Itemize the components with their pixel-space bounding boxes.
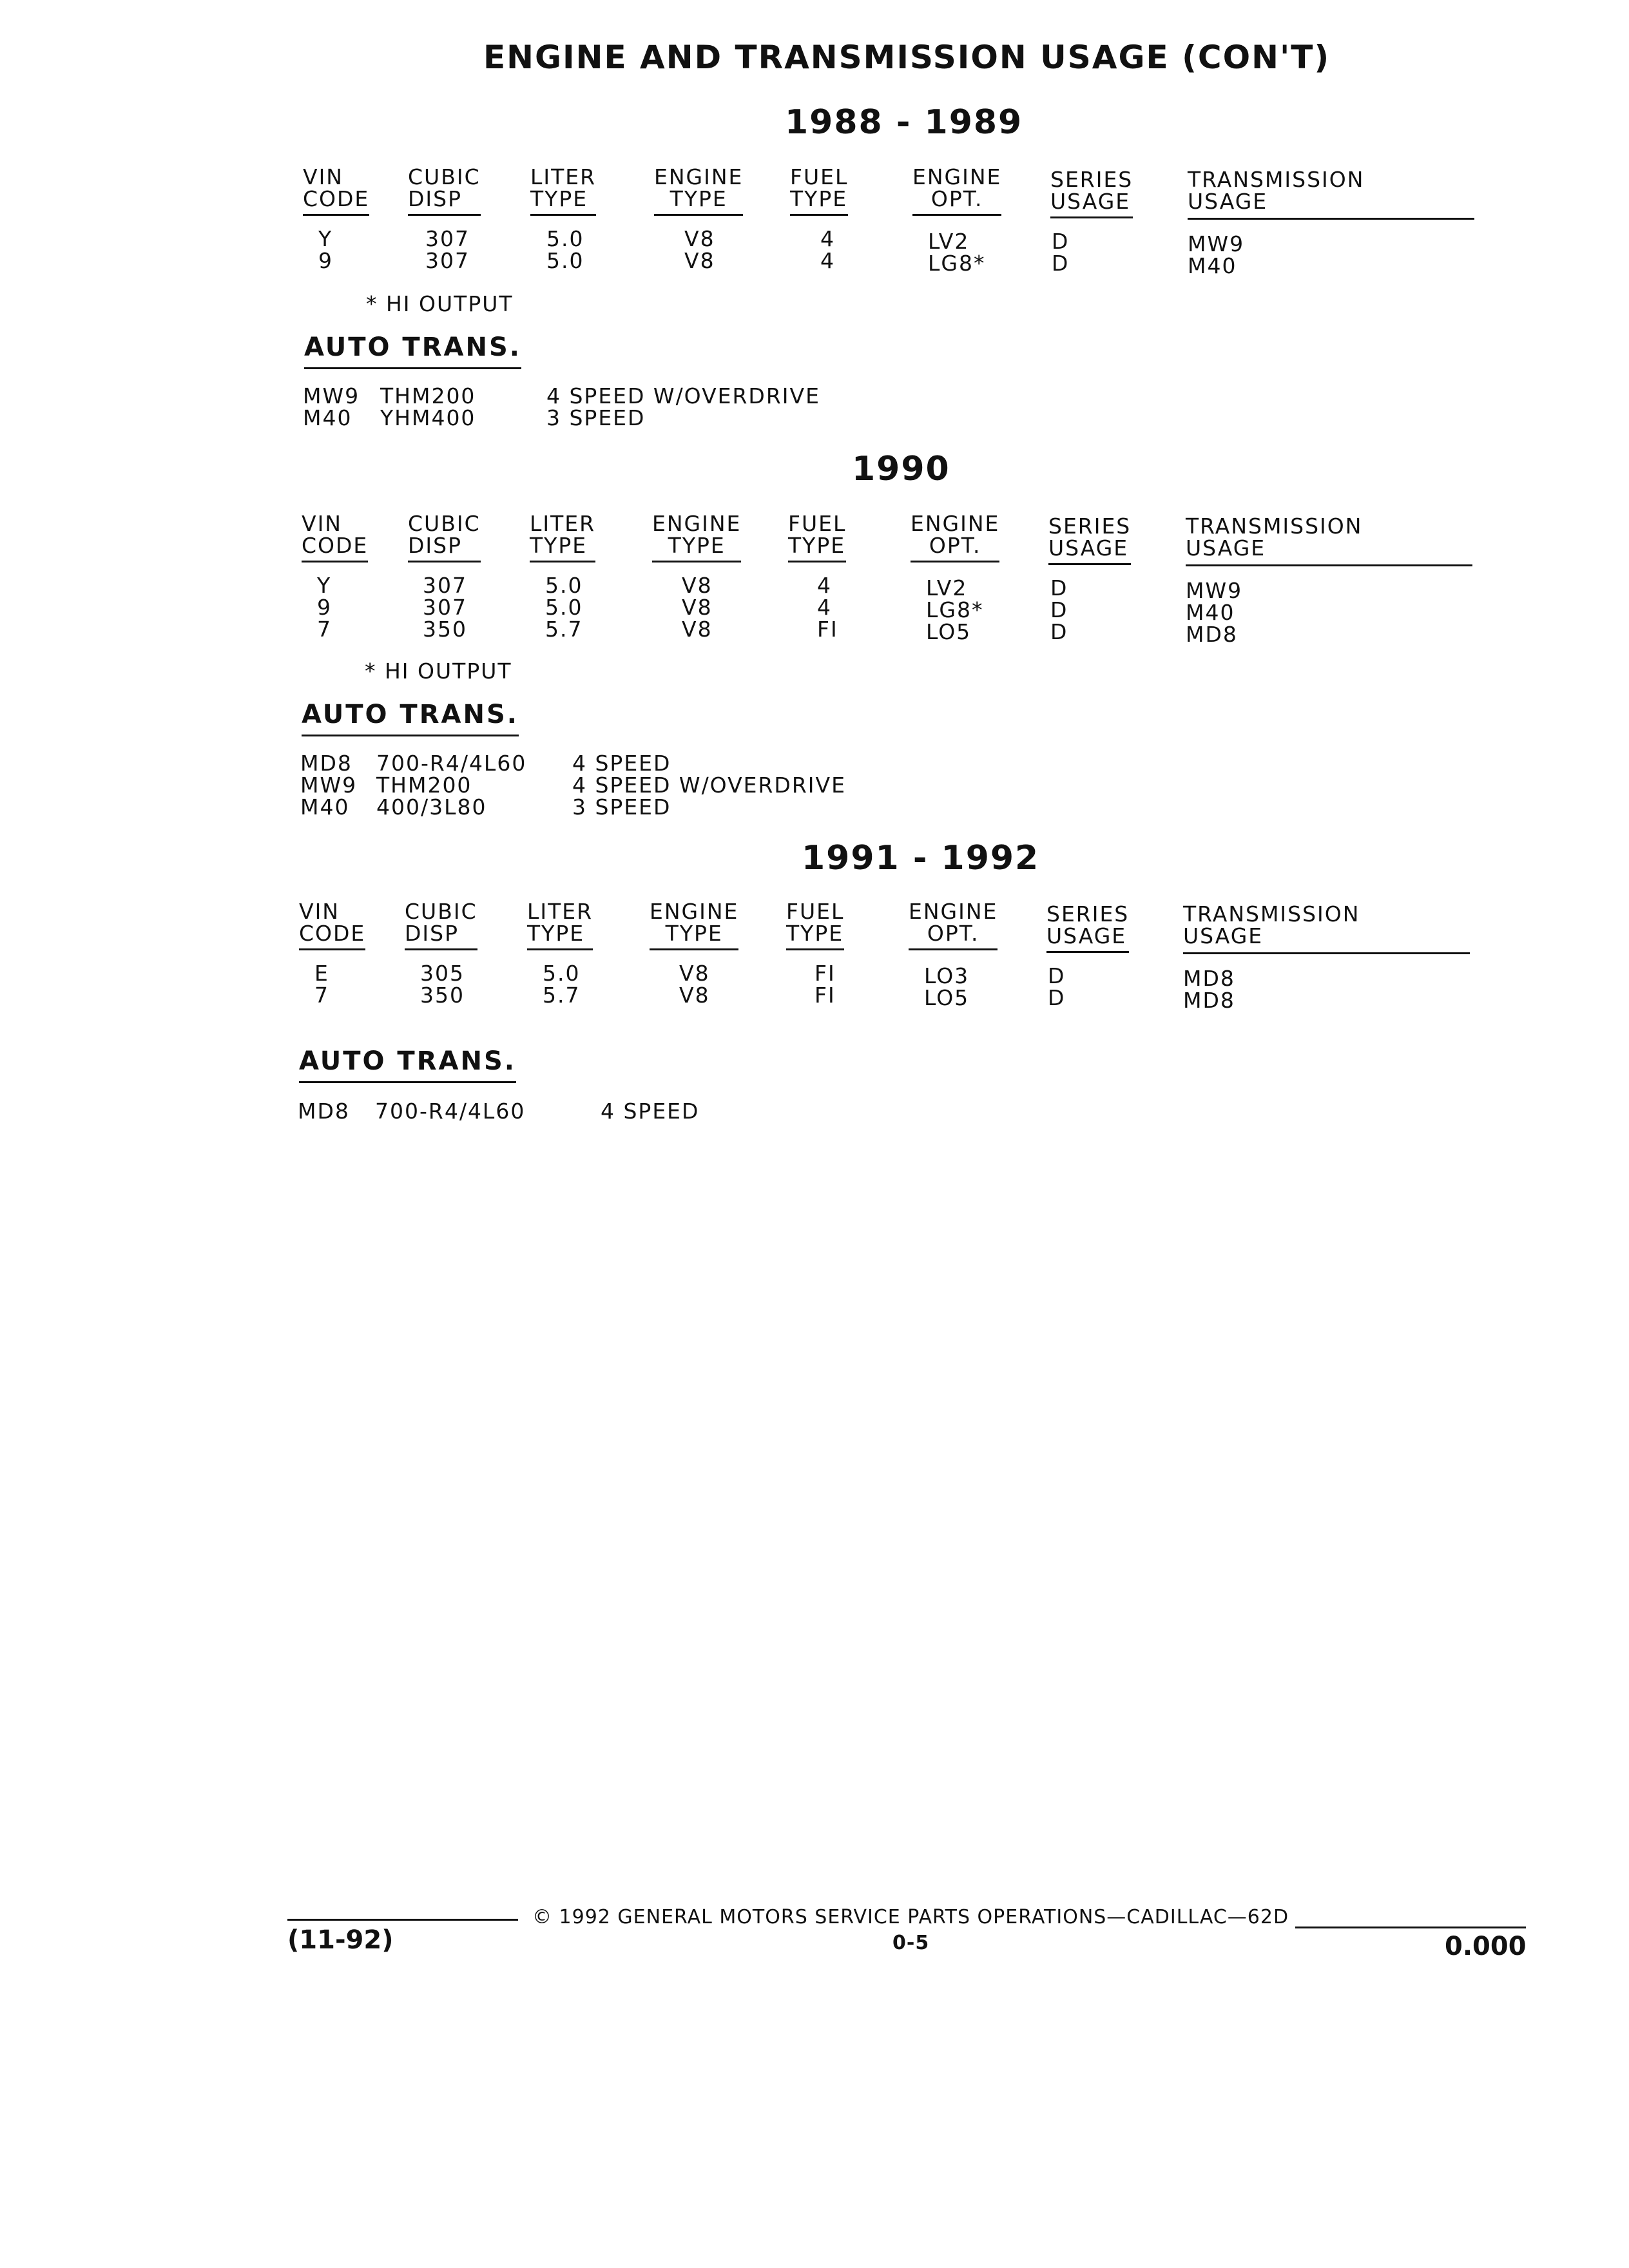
auto-trans-descriptions: 4 SPEED W/OVERDRIVE 3 SPEED	[546, 383, 820, 430]
auto-trans-models: 700-R4/4L60	[375, 1099, 526, 1124]
auto-trans-heading: AUTO TRANS.	[302, 700, 519, 736]
auto-trans-codes: MD8	[298, 1099, 350, 1124]
col-vin: Y 9 7	[317, 573, 332, 642]
page-title: ENGINE AND TRANSMISSION USAGE (CON'T)	[483, 39, 1331, 76]
header-cubic-disp: CUBIC DISP	[405, 901, 477, 950]
section-year-1991-1992: 1991 - 1992	[802, 839, 1040, 878]
col-transmission: MW9 M40	[1188, 231, 1245, 278]
footer-rule-left	[287, 1919, 518, 1921]
header-engine-opt: ENGINE OPT.	[909, 901, 998, 950]
section-year-1990: 1990	[852, 450, 950, 488]
col-cubic: 307 307 350	[423, 573, 467, 642]
col-engine-opt: LV2 LG8* LO5	[926, 575, 984, 644]
footer-rule-right	[1295, 1927, 1526, 1928]
header-series-usage: SERIES USAGE	[1048, 515, 1131, 565]
col-engine-type: V8 V8	[684, 226, 715, 273]
header-cubic-disp: CUBIC DISP	[408, 166, 481, 216]
col-series: D D	[1052, 229, 1070, 276]
auto-trans-models: THM200 YHM400	[380, 383, 476, 430]
header-liter-type: LITER TYPE	[530, 166, 596, 216]
header-series-usage: SERIES USAGE	[1046, 903, 1129, 953]
header-fuel-type: FUEL TYPE	[788, 513, 846, 562]
col-fuel: 4 4 FI	[817, 573, 838, 642]
header-engine-type: ENGINE TYPE	[652, 513, 741, 562]
auto-trans-codes: MD8 MW9 M40	[300, 751, 358, 820]
col-vin: Y 9	[318, 226, 333, 273]
col-cubic: 305 350	[420, 961, 465, 1008]
footer-page-number: 0-5	[892, 1932, 930, 1954]
header-vin-code: VIN CODE	[299, 901, 365, 950]
header-engine-type: ENGINE TYPE	[650, 901, 738, 950]
header-rule	[1188, 218, 1474, 220]
header-fuel-type: FUEL TYPE	[786, 901, 844, 950]
col-series: D D	[1048, 963, 1066, 1010]
col-liter: 5.0 5.7	[543, 961, 581, 1008]
header-liter-type: LITER TYPE	[527, 901, 593, 950]
header-rule	[1183, 952, 1470, 954]
auto-trans-models: 700-R4/4L60 THM200 400/3L80	[376, 751, 527, 820]
note-hi-output: * HI OUTPUT	[365, 658, 512, 684]
header-vin-code: VIN CODE	[302, 513, 368, 562]
col-transmission: MW9 M40 MD8	[1186, 578, 1243, 647]
header-engine-opt: ENGINE OPT.	[911, 513, 999, 562]
note-hi-output: * HI OUTPUT	[366, 291, 514, 316]
col-fuel: 4 4	[820, 226, 835, 273]
header-liter-type: LITER TYPE	[530, 513, 595, 562]
header-engine-opt: ENGINE OPT.	[912, 166, 1001, 216]
header-transmission-usage: TRANSMISSION USAGE	[1186, 514, 1363, 561]
col-engine-type: V8 V8	[679, 961, 710, 1008]
col-engine-opt: LO3 LO5	[924, 963, 970, 1010]
auto-trans-descriptions: 4 SPEED 4 SPEED W/OVERDRIVE 3 SPEED	[572, 751, 846, 820]
auto-trans-heading: AUTO TRANS.	[304, 332, 521, 369]
header-engine-type: ENGINE TYPE	[654, 166, 743, 216]
col-engine-opt: LV2 LG8*	[928, 229, 986, 276]
col-cubic: 307 307	[425, 226, 470, 273]
col-liter: 5.0 5.0	[546, 226, 584, 273]
header-series-usage: SERIES USAGE	[1050, 169, 1133, 218]
col-vin: E 7	[314, 961, 329, 1008]
footer-date: (11-92)	[287, 1925, 394, 1955]
header-transmission-usage: TRANSMISSION USAGE	[1183, 901, 1360, 948]
col-series: D D D	[1050, 575, 1068, 644]
header-fuel-type: FUEL TYPE	[790, 166, 848, 216]
footer-code: 0.000	[1445, 1932, 1527, 1961]
header-cubic-disp: CUBIC DISP	[408, 513, 481, 562]
auto-trans-descriptions: 4 SPEED	[601, 1099, 700, 1124]
section-year-1988-1989: 1988 - 1989	[785, 103, 1023, 142]
auto-trans-heading: AUTO TRANS.	[299, 1046, 516, 1083]
col-fuel: FI FI	[815, 961, 836, 1008]
header-rule	[1186, 564, 1472, 566]
auto-trans-codes: MW9 M40	[303, 383, 360, 430]
col-engine-type: V8 V8 V8	[682, 573, 713, 642]
col-liter: 5.0 5.0 5.7	[545, 573, 583, 642]
col-transmission: MD8 MD8	[1183, 966, 1235, 1013]
header-transmission-usage: TRANSMISSION USAGE	[1188, 167, 1365, 214]
header-vin-code: VIN CODE	[303, 166, 369, 216]
footer-copyright: © 1992 GENERAL MOTORS SERVICE PARTS OPERATIONS—CADILLAC—62D	[532, 1906, 1289, 1928]
